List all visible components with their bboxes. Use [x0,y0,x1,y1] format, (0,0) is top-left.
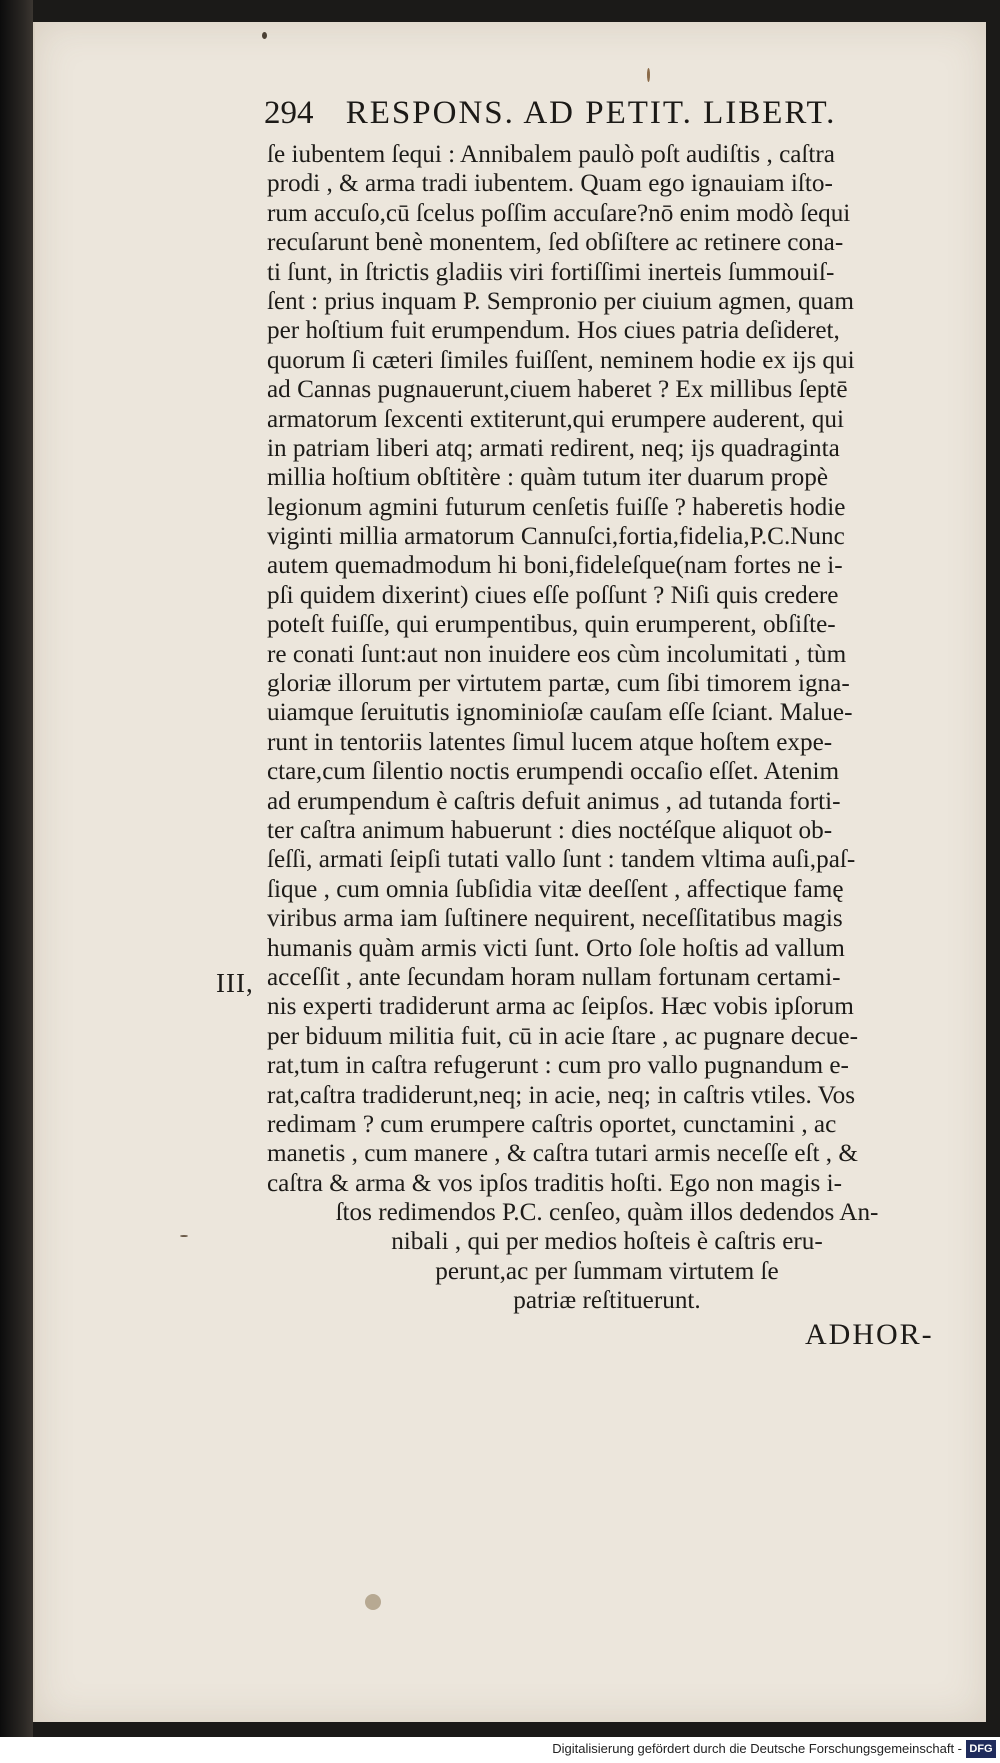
running-title: RESPONS. AD PETIT. LIBERT. [345,95,837,131]
text-line: per biduum militia fuit, cū in acie ſtare , ac pugnare decue- [267,1022,858,1050]
ink-speck [365,1594,381,1610]
catchword: ADHOR- [805,1318,934,1351]
text-line: ad erumpendum è caſtris defuit animus , ad tutanda forti- [267,787,841,815]
page-number: 294 [264,95,314,131]
text-line: ſent : prius inquam P. Sempronio per ciuium agmen, quam [267,287,854,315]
text-line: re conati ſunt:aut non inuidere eos cùm incolumitati , tùm [267,640,847,668]
text-line: ti ſunt, in ſtrictis gladiis viri fortiſſimi inerteis ſummouiſ- [267,258,835,286]
book-spine [0,0,33,1763]
text-line: legionum agmini futurum cenſetis fuiſſe ? haberetis hodie [267,493,846,521]
text-line: per hoſtium fuit erumpendum. Hos ciues patria deſideret, [267,317,840,345]
body-text [267,140,947,1316]
text-line: prodi , & arma tradi iubentem. Quam ego ignauiam iſto- [267,170,833,198]
text-line: rat,tum in caſtra refugerunt : cum pro vallo pugnandum e- [267,1052,849,1080]
ink-speck [647,68,650,82]
text-line: caſtra & arma & vos ipſos traditis hoſti. Ego non magis i- [267,1169,843,1197]
text-line: runt in tentoriis latentes ſimul lucem atque hoſtem expe- [267,728,833,756]
text-line: viginti millia armatorum Cannuſci,fortia,fidelia,P.C.Nunc [267,523,845,551]
ink-speck [262,32,267,39]
dfg-logo: DFG [966,1740,996,1758]
text-line: perunt,ac per ſummam virtutem ſe [435,1257,779,1285]
text-line: in patriam liberi atq; armati redirent, neq; ijs quadraginta [267,434,840,462]
text-line: humanis quàm armis victi ſunt. Orto ſole hoſtis ad vallum [267,934,845,962]
text-line: autem quemadmodum hi boni,fideleſque(nam fortes ne i- [267,552,843,580]
text-line: pſi quidem dixerint) ciues eſſe poſſunt ? Niſi quis credere [267,581,839,609]
text-line: ſeſſi, armati ſeipſi tutati vallo ſunt : tandem vltima auſi,paſ- [267,846,856,874]
text-line: ſique , cum omnia ſubſidia vitæ deeſſent , affectique famę [267,875,844,903]
text-line: ter caſtra animum habuerunt : dies noctéſque aliquot ob- [267,816,833,844]
text-line: quorum ſi cæteri ſimiles fuiſſent, neminem hodie ex ijs qui [267,346,855,374]
text-line: gloriæ illorum per virtutem partæ, cum ſibi timorem igna- [267,670,850,698]
text-line: viribus arma iam ſuſtinere nequirent, neceſſitatibus magis [267,905,843,933]
marginal-note: III, [216,968,254,998]
text-line: manetis , cum manere , & caſtra tutari armis neceſſe eſt , & [267,1140,858,1168]
text-line: nibali , qui per medios hoſteis è caſtris eru- [391,1228,823,1256]
text-line: redimam ? cum erumpere caſtris oportet, cunctamini , ac [267,1110,837,1138]
digitization-footer [0,1737,1000,1763]
text-line: ſe iubentem ſequi : Annibalem paulò poſt audiſtis , caſtra [267,141,835,168]
text-line: rat,caſtra tradiderunt,neq; in acie, neq; in caſtris vtiles. Vos [267,1081,855,1109]
ink-speck [180,1235,188,1237]
text-line: poteſt fuiſſe, qui erumpentibus, quin erumperent, obſiſte- [267,611,836,639]
text-line: acceſſit , ante ſecundam horam nullam fortunam certami- [267,963,841,991]
text-line: uiamque ſeruitutis ignominioſæ cauſam eſſe ſciant. Malue- [267,699,853,727]
text-line: nis experti tradiderunt arma ac ſeipſos. Hæc vobis ipſorum [267,993,854,1021]
text-line: ctare,cum ſilentio noctis erumpendi occaſio eſſet. Atenim [267,758,840,786]
text-line: rum accuſo,cū ſcelus poſſim accuſare?nō enim modò ſequi [267,199,851,227]
text-line: ſtos redimendos P.C. cenſeo, quàm illos dedendos An- [335,1199,879,1227]
footer-credit: Digitalisierung gefördert durch die Deutsche Forschungsgemeinschaft - [552,1741,962,1756]
text-line: millia hoſtium obſtitère : quàm tutum iter duarum propè [267,464,829,492]
text-line: recuſarunt benè monentem, ſed obſiſtere ac retinere cona- [267,229,844,257]
running-header [264,95,836,132]
text-line: patriæ reſtituerunt. [513,1287,701,1315]
text-line: armatorum ſexcenti extiterunt,qui erumpere auderent, qui [267,405,844,433]
text-line: ad Cannas pugnauerunt,ciuem haberet ? Ex millibus ſeptē [267,376,848,404]
